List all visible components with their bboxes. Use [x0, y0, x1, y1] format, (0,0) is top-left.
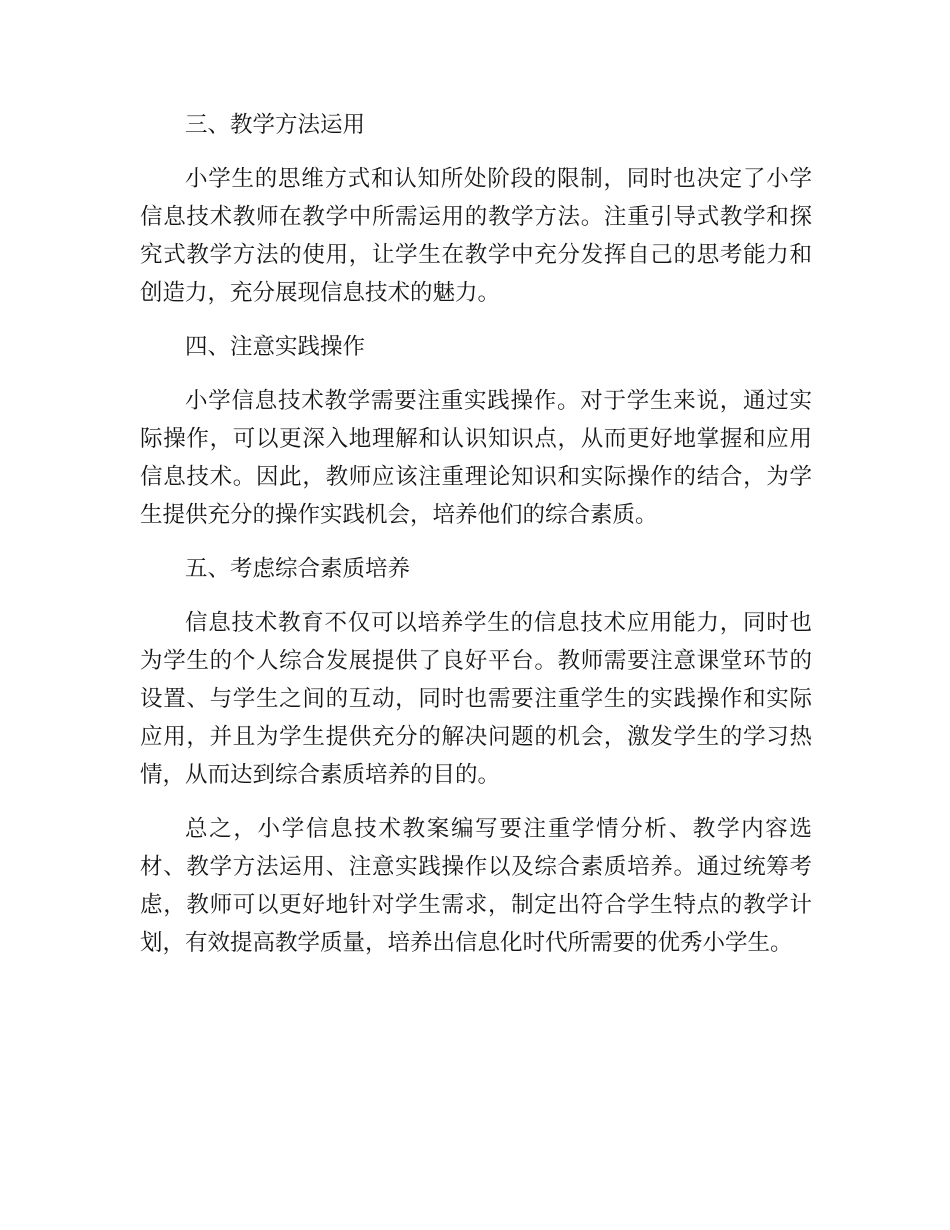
conclusion-paragraph: 总之，小学信息技术教案编写要注重学情分析、教学内容选材、教学方法运用、注意实践操作以及综合素质培养。通过统筹考虑，教师可以更好地针对学生需求，制定出符合学生特点的教学计划，有效提高教学质量，培养出信息化时代所需要的优秀小学生。 [140, 816, 812, 956]
section-heading-practice: 四、注意实践操作 [185, 334, 366, 360]
section-paragraph-practice: 小学信息技术教学需要注重实践操作。对于学生来说，通过实际操作，可以更深入地理解和认识知识点，从而更好地掌握和应用信息技术。因此，教师应该注重理论知识和实际操作的结合，为学生提供充分的操作实践机会，培养他们的综合素质。 [140, 388, 812, 528]
section-heading-comprehensive-quality: 五、考虑综合素质培养 [185, 556, 411, 582]
section-heading-teaching-methods: 三、教学方法运用 [185, 112, 366, 138]
section-paragraph-comprehensive-quality: 信息技术教育不仅可以培养学生的信息技术应用能力，同时也为学生的个人综合发展提供了良好平台。教师需要注意课堂环节的设置、与学生之间的互动，同时也需要注重学生的实践操作和实际应用，并且为学生提供充分的解决问题的机会，激发学生的学习热情，从而达到综合素质培养的目的。 [140, 610, 812, 788]
section-paragraph-teaching-methods: 小学生的思维方式和认知所处阶段的限制，同时也决定了小学信息技术教师在教学中所需运用的教学方法。注重引导式教学和探究式教学方法的使用，让学生在教学中充分发挥自己的思考能力和创造力，充分展现信息技术的魅力。 [140, 166, 812, 306]
document-body [140, 106, 812, 978]
